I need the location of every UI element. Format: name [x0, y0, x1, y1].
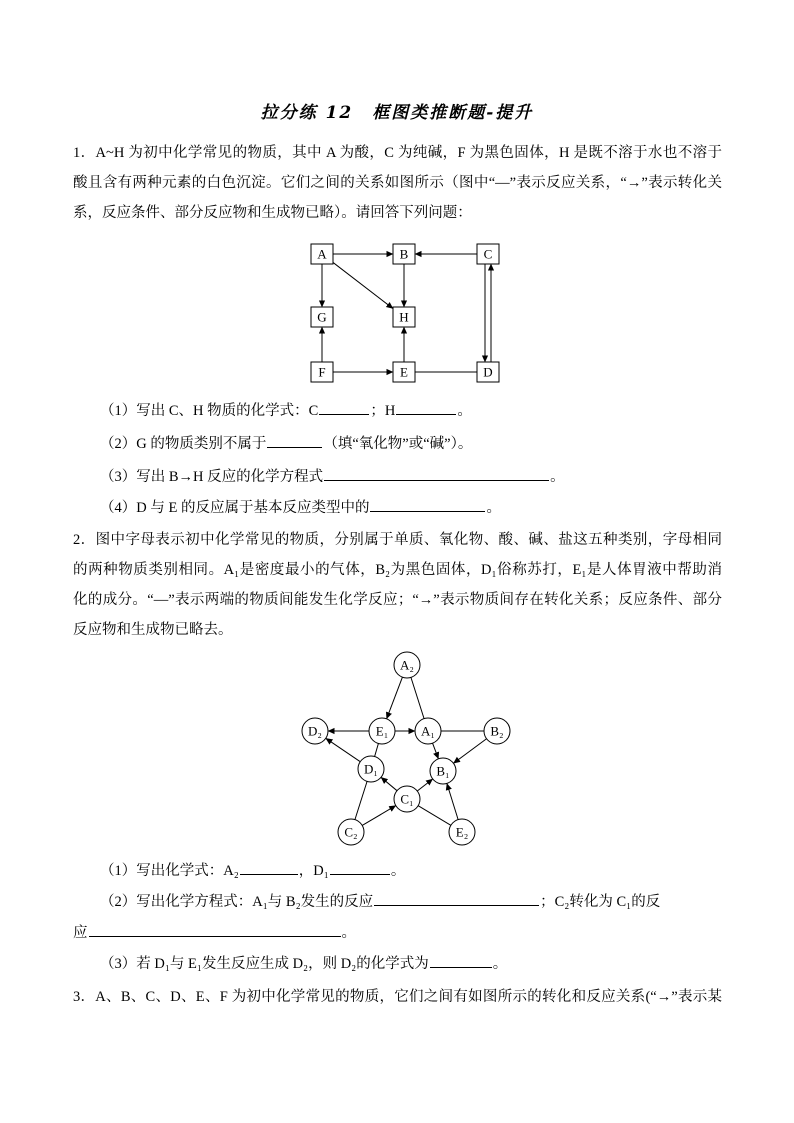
node-label: E	[400, 364, 408, 380]
question-2-sub-2-continued	[73, 921, 356, 943]
node-label: A₂	[400, 657, 414, 673]
question-text: 应	[73, 925, 88, 941]
reaction-line	[355, 781, 367, 819]
node-label: G	[317, 309, 327, 325]
diagram-node	[449, 819, 475, 845]
question-2-sub-2	[100, 890, 660, 912]
diagram-node	[430, 758, 456, 784]
conversion-arrow	[326, 738, 360, 761]
node-label: A	[317, 246, 327, 262]
question-text: 。	[492, 956, 508, 972]
question-text: ；H	[370, 403, 396, 419]
question-1-sub-1	[100, 399, 472, 421]
answer-blank	[319, 399, 369, 415]
reaction-line	[411, 677, 424, 718]
question-text: （2）写出化学方程式：A₁与 B₂发生的反应	[100, 894, 374, 910]
question-1-sub-2	[100, 432, 472, 454]
question-text: （3）写出 B→H 反应的化学方程式	[100, 469, 324, 485]
diagram-node	[311, 307, 333, 327]
node-label: D₁	[364, 761, 378, 777]
question-2-stem-line-4: 反应物和生成物已略去。	[73, 622, 233, 638]
node-label: D	[483, 364, 493, 380]
node-label: B₂	[490, 723, 504, 739]
question-text: （1）写出化学式：A₂	[100, 863, 239, 879]
answer-blank	[430, 952, 492, 968]
question-1-stem-line-3: 系，反应条件、部分反应物和生成物已略）。请回答下列问题：	[73, 205, 472, 221]
answer-blank	[370, 496, 485, 512]
diagram-node	[358, 756, 384, 782]
diagram-node	[477, 362, 499, 382]
diagram-node	[393, 307, 415, 327]
question-2-sub-1	[100, 859, 405, 881]
question-text: （2）G 的物质类别不属于	[100, 436, 267, 452]
page-title: 拉分练 12 框图类推断题-提升	[260, 103, 534, 123]
question-text: ，D₁	[298, 863, 329, 879]
answer-blank	[324, 465, 549, 481]
node-label: C₂	[344, 824, 358, 840]
question-text: （填“氧化物”或“碱”）。	[323, 436, 473, 452]
conversion-arrow	[447, 783, 458, 819]
answer-blank	[240, 859, 298, 875]
question-2-diagram	[290, 645, 525, 850]
question-2-stem-line-1: 2．图中字母表示初中化学常见的物质，分别属于单质、氧化物、酸、碱、盐这五种类别，字母相同	[73, 532, 722, 548]
answer-blank	[330, 859, 390, 875]
question-text: （3）若 D₁与 E₁发生反应生成 D₂，则 D₂的化学式为	[100, 956, 429, 972]
node-label: C₁	[400, 791, 414, 807]
question-2-stem-line-2: 的两种物质类别相同。A₁是密度最小的气体，B₂为黑色固体，D₁俗称苏打，E₁是人体胃液中帮助消	[73, 562, 722, 578]
node-label: B	[399, 246, 409, 262]
diagram-nodes	[302, 652, 510, 845]
diagram-node	[394, 652, 420, 678]
diagram-node	[302, 718, 328, 744]
question-text: 。	[457, 403, 472, 419]
answer-blank	[267, 432, 322, 448]
question-1-diagram	[300, 238, 512, 388]
node-label: E₂	[455, 824, 469, 840]
question-2-stem-line-3: 化的成分。“—”表示两端的物质间能发生化学反应；“→”表示物质间存在转化关系；反应条件、部分	[73, 592, 722, 608]
diagram-nodes	[311, 244, 499, 382]
question-text: ；C₂转化为 C₁的反	[540, 894, 661, 910]
conversion-arrow	[333, 262, 393, 308]
node-label: E₁	[375, 723, 389, 739]
node-label: C	[483, 246, 493, 262]
question-1-sub-3	[100, 465, 565, 487]
conversion-arrow	[433, 743, 439, 759]
diagram-node	[393, 362, 415, 382]
diagram-node	[415, 718, 441, 744]
conversion-arrow	[381, 777, 397, 790]
question-3-stem-line-1: 3．A、B、C、D、E、F 为初中化学常见的物质，它们之间有如图所示的转化和反应关系(“→”表示某	[73, 989, 722, 1005]
diagram-node	[369, 718, 395, 744]
conversion-arrow	[417, 779, 432, 791]
node-label: D₂	[308, 723, 322, 739]
question-1-stem-line-2: 酸且含有两种元素的白色沉淀。它们之间的关系如图所示（图中“—”表示反应关系，“→”表示转化关	[73, 175, 722, 191]
diagram-node	[311, 244, 333, 264]
conversion-arrow	[453, 739, 486, 764]
question-text: 。	[550, 469, 565, 485]
conversion-arrow	[387, 677, 403, 719]
node-label: A₁	[421, 723, 435, 739]
diagram-node	[338, 819, 364, 845]
reaction-line	[375, 743, 379, 756]
question-text: 。	[390, 863, 406, 879]
answer-blank	[396, 399, 456, 415]
diagram-node	[394, 786, 420, 812]
reaction-line	[418, 806, 451, 826]
node-label: F	[318, 364, 326, 380]
question-text: （4）D 与 E 的反应属于基本反应类型中的	[100, 500, 370, 516]
node-label: H	[399, 309, 409, 325]
question-text: 。	[486, 500, 501, 516]
diagram-node	[477, 244, 499, 264]
answer-blank	[89, 921, 341, 937]
diagram-node	[484, 718, 510, 744]
question-2-sub-3	[100, 952, 507, 974]
question-text: 。	[341, 925, 356, 941]
question-1-stem-line-1: 1．A~H 为初中化学常见的物质，其中 A 为酸，C 为纯碱，F 为黑色固体，H 是既不溶于水也不溶于	[73, 145, 722, 161]
conversion-arrow	[362, 806, 396, 826]
diagram-node	[393, 244, 415, 264]
answer-blank	[374, 890, 539, 906]
question-1-sub-4	[100, 496, 501, 518]
node-label: B₁	[436, 763, 450, 779]
diagram-node	[311, 362, 333, 382]
question-text: （1）写出 C、H 物质的化学式：C	[100, 403, 319, 419]
